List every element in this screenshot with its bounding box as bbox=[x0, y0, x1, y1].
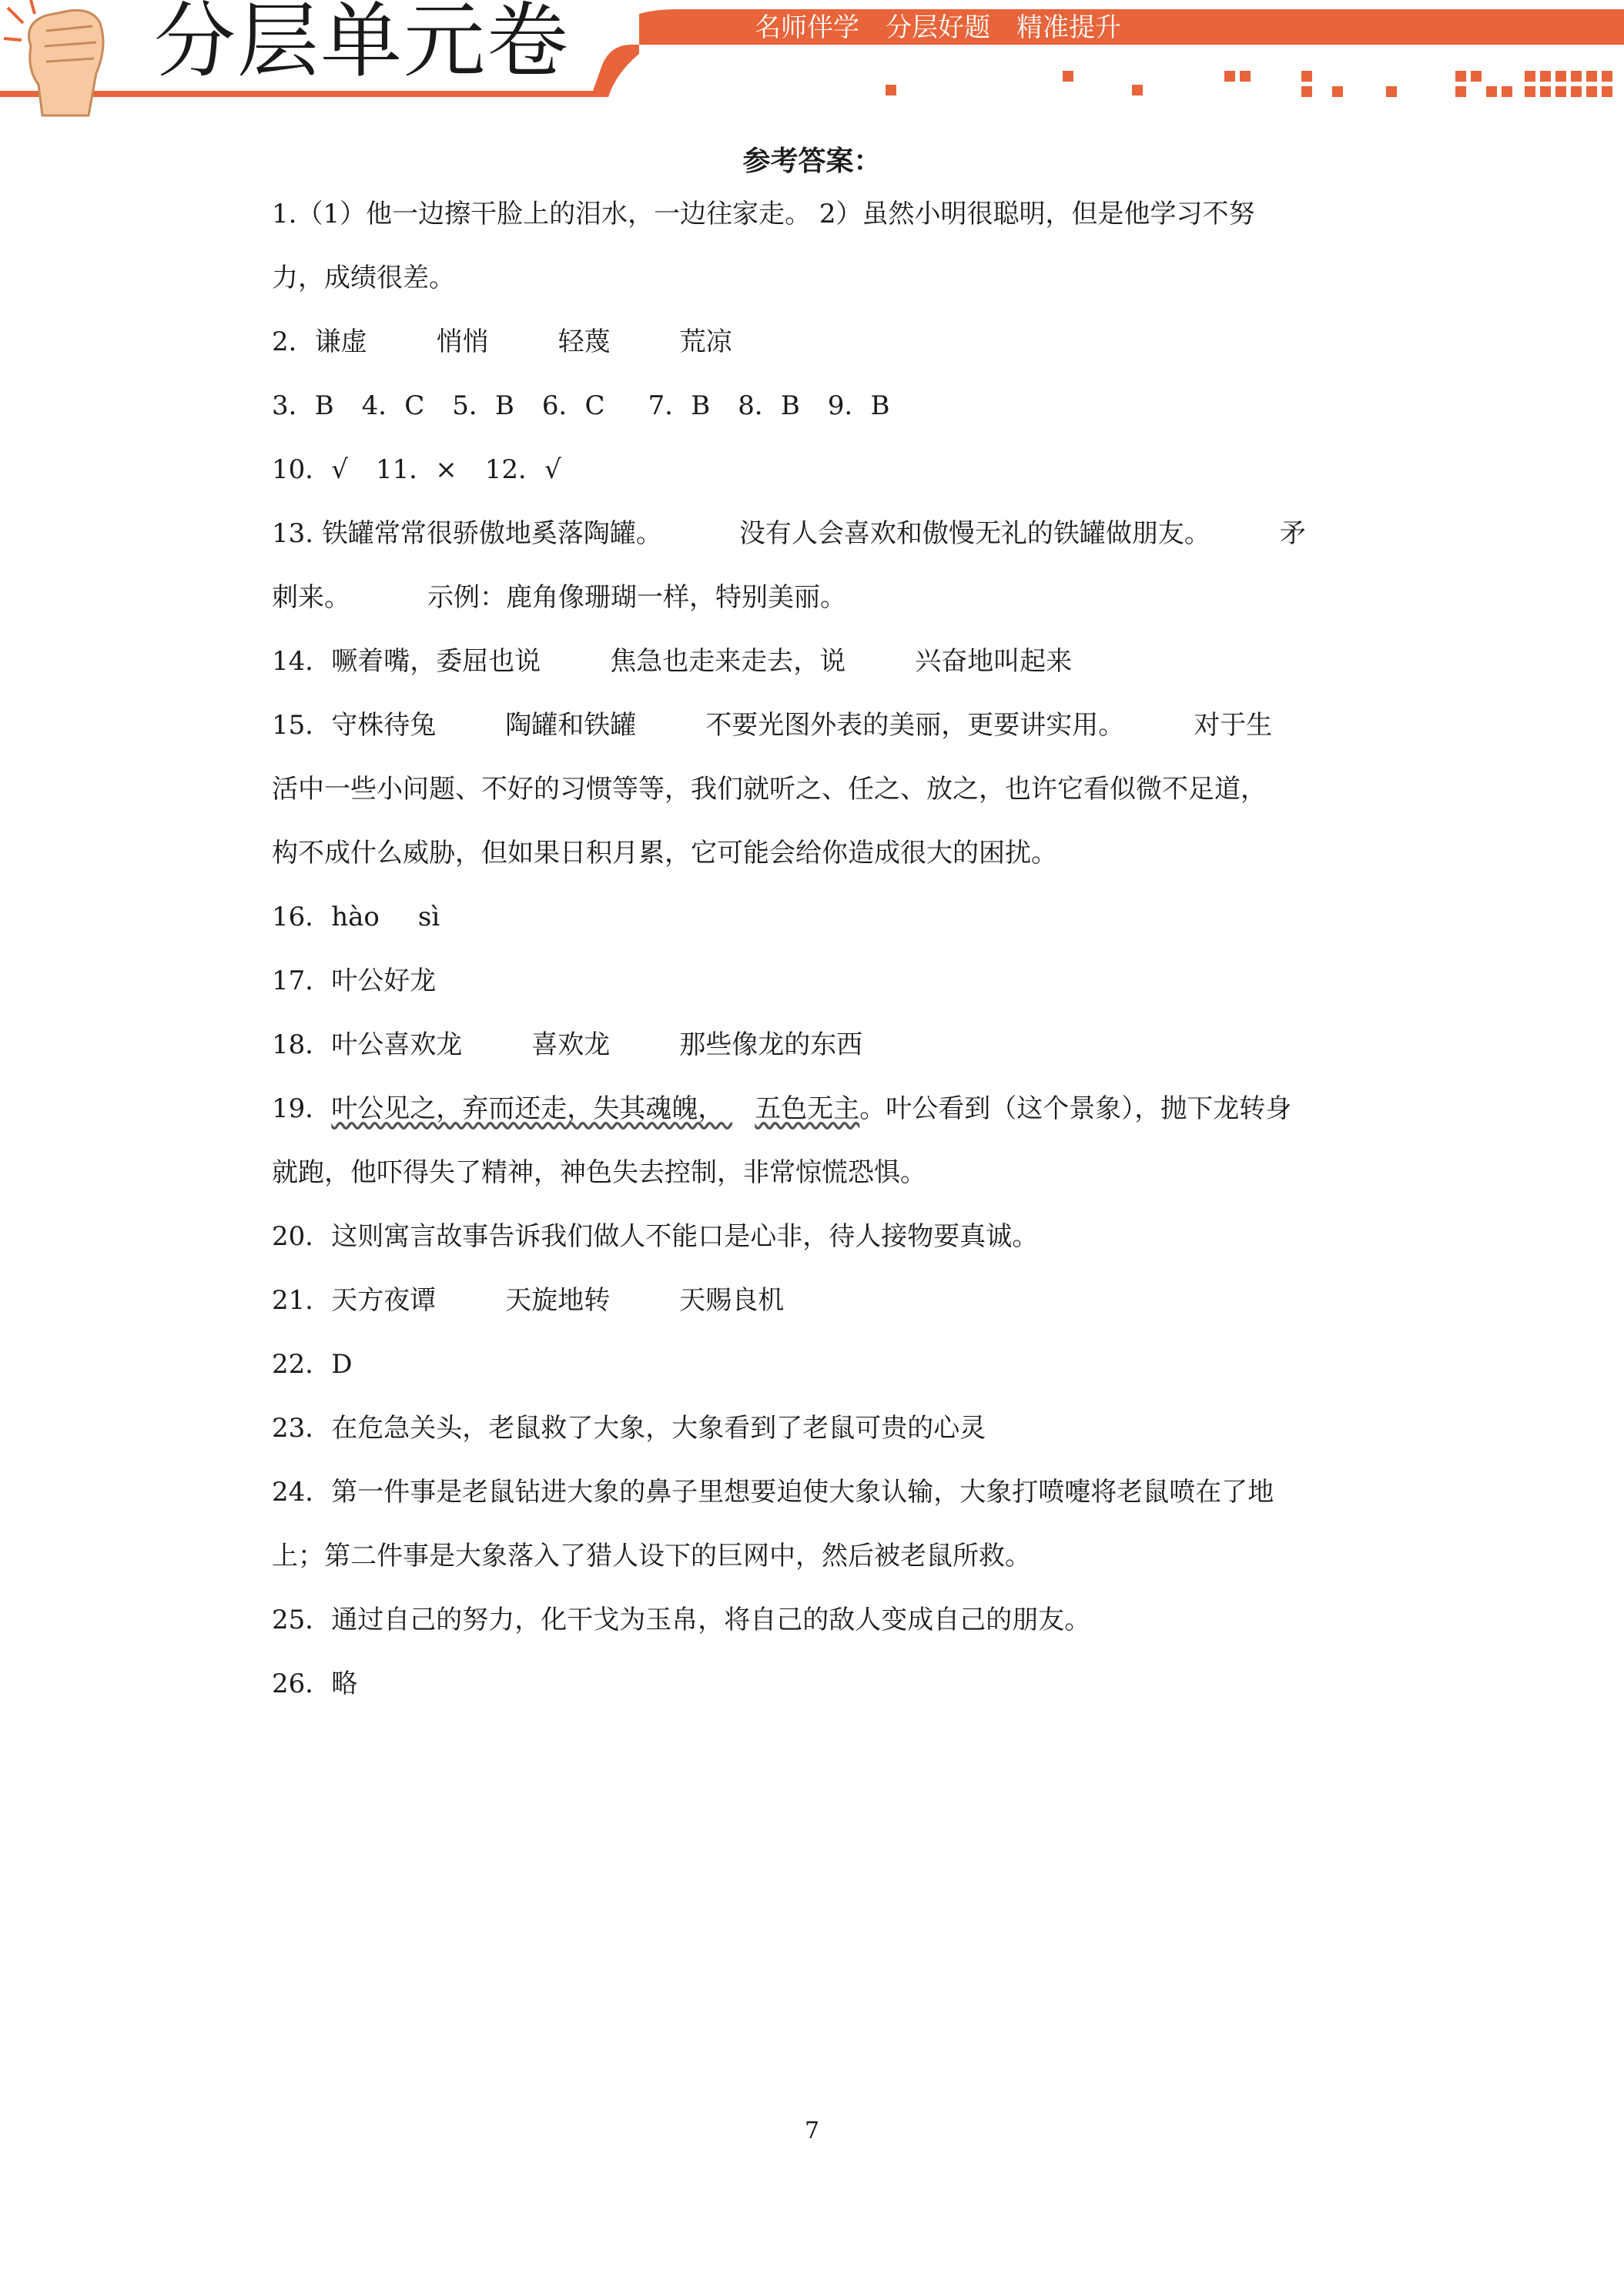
answer-1-line-1: 1.（1）他一边擦干脸上的泪水，一边往家走。 2）虽然小明很聪明，但是他学习不努 bbox=[272, 199, 1255, 229]
answer-20: 20．这则寓言故事告诉我们做人不能口是心非，待人接物要真诚。 bbox=[272, 1221, 1039, 1252]
answer-15-line-2: 活中一些小问题、不好的习惯等等，我们就听之、任之、放之，也许它看似微不足道， bbox=[272, 774, 1267, 805]
answer-23: 23．在危急关头，老鼠救了大象，大象看到了老鼠可贵的心灵 bbox=[272, 1413, 986, 1444]
fist-icon bbox=[4, 0, 103, 115]
answer-list bbox=[272, 191, 1350, 1725]
answer-17: 17．叶公好龙 bbox=[272, 966, 437, 996]
answer-18: 18．叶公喜欢龙 喜欢龙 那些像龙的东西 bbox=[272, 1029, 863, 1060]
answer-25: 25．通过自己的努力，化干戈为玉帛，将自己的敌人变成自己的朋友。 bbox=[272, 1605, 1091, 1635]
answer-24-line-2: 上；第二件事是大象落入了猎人设下的巨网中，然后被老鼠所救。 bbox=[272, 1541, 1031, 1571]
answer-24-line-1: 24．第一件事是老鼠钻进大象的鼻子里想要迫使大象认输，大象打喷嚏将老鼠喷在了地 bbox=[272, 1477, 1274, 1508]
brand-title: 分层单元卷 bbox=[154, 0, 570, 89]
answer-15-line-3: 构不成什么威胁，但如果日积月累，它可能会给你造成很大的困扰。 bbox=[272, 838, 1057, 869]
answer-16: 16．hào sì bbox=[272, 902, 440, 932]
answer-10-12: 10．√ 11．× 12．√ bbox=[272, 454, 561, 485]
answer-2: 2．谦虚 悄悄 轻蔑 荒凉 bbox=[272, 326, 732, 357]
wavy-underlined-phrase: 五色无主 bbox=[755, 1093, 860, 1124]
answer-21: 21．天方夜谭 天旋地转 天赐良机 bbox=[272, 1285, 785, 1316]
header-slogan: 名师伴学 分层好题 精准提升 bbox=[755, 12, 1121, 43]
answer-22: 22．D bbox=[272, 1349, 353, 1380]
answer-13-line-1: 13. 铁罐常常很骄傲地奚落陶罐。 没有人会喜欢和傲慢无礼的铁罐做朋友。 矛 bbox=[272, 518, 1306, 549]
answer-19-line-1: 19．叶公见之，弃而还走，失其魂魄， 五色无主。叶公看到（这个景象），抛下龙转身 bbox=[272, 1093, 1292, 1124]
answer-3-9: 3．B 4．C 5．B 6．C 7．B 8．B 9．B bbox=[272, 390, 890, 421]
answer-1-line-2: 力，成绩很差。 bbox=[272, 263, 455, 293]
page-header bbox=[0, 0, 1624, 123]
answer-26: 26．略 bbox=[272, 1668, 358, 1699]
answer-19-line-2: 就跑，他吓得失了精神，神色失去控制，非常惊慌恐惧。 bbox=[272, 1157, 926, 1188]
answer-14: 14．噘着嘴，委屈也说 焦急也走来走去，说 兴奋地叫起来 bbox=[272, 646, 1073, 677]
page-number: 7 bbox=[804, 2117, 820, 2144]
answer-15-line-1: 15．守株待兔 陶罐和铁罐 不要光图外表的美丽，更要讲实用。 对于生 bbox=[272, 710, 1273, 741]
answer-13-line-2: 刺来。 示例：鹿角像珊瑚一样，特别美丽。 bbox=[272, 582, 846, 613]
document-title: 参考答案： bbox=[742, 145, 882, 177]
wavy-underlined-quote: 叶公见之，弃而还走，失其魂魄， bbox=[331, 1093, 725, 1124]
